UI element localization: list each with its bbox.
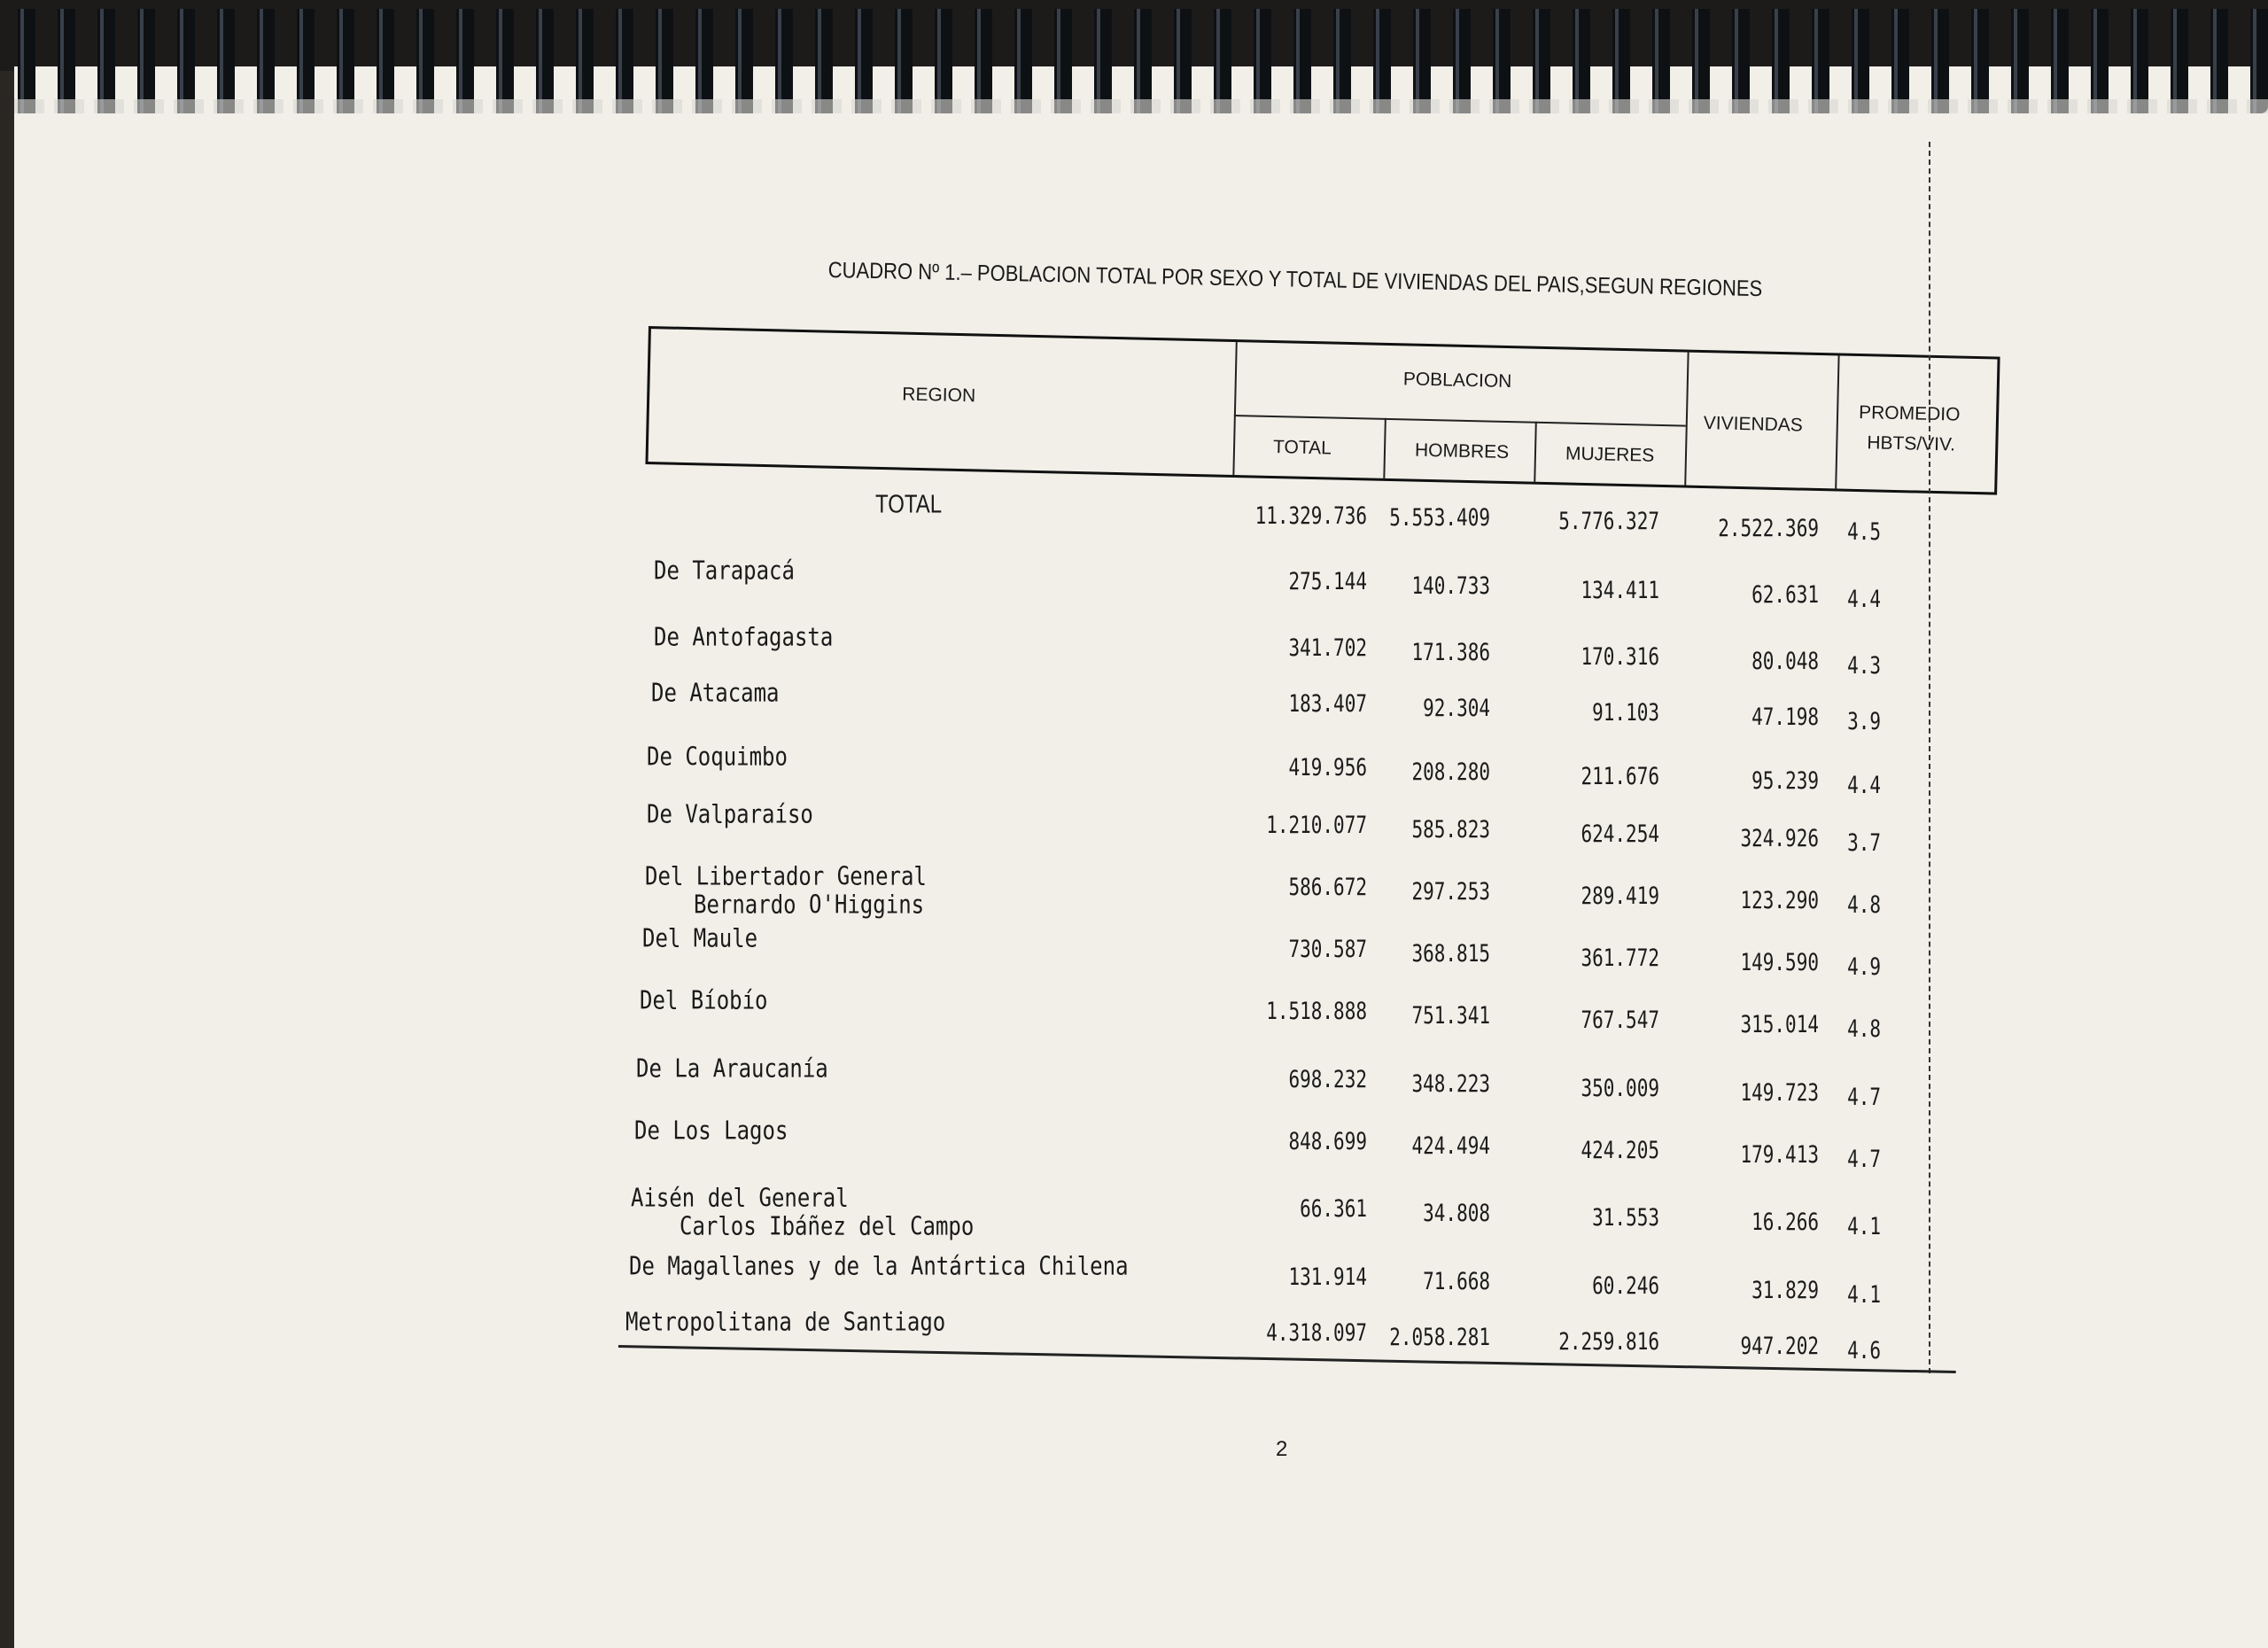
cell-mujeres: 624.254 xyxy=(1581,820,1659,847)
cell-mujeres: 134.411 xyxy=(1581,577,1659,603)
cell-hombres: 140.733 xyxy=(1411,572,1490,599)
cell-hombres: 208.280 xyxy=(1411,758,1490,785)
cell-hombres: 368.815 xyxy=(1411,940,1490,967)
cell-total: 1.210.077 xyxy=(1266,812,1367,838)
header-promedio-unit: HBTS/VIV. xyxy=(1867,432,1956,455)
cell-mujeres: 424.205 xyxy=(1581,1137,1659,1163)
cell-promedio: 4.1 xyxy=(1847,1213,1881,1240)
region-name: De Tarapacá xyxy=(654,556,795,586)
cell-total: 1.518.888 xyxy=(1266,998,1367,1024)
header-hombres: HOMBRES xyxy=(1414,439,1510,463)
header-divider xyxy=(1534,422,1537,482)
cell-total: 183.407 xyxy=(1288,690,1367,717)
cell-promedio: 4.3 xyxy=(1847,652,1881,679)
header-divider xyxy=(1232,342,1237,475)
cell-hombres: 2.058.281 xyxy=(1389,1324,1490,1350)
cell-viviendas: 47.198 xyxy=(1751,704,1819,730)
region-name: De Magallanes y de la Antártica Chilena xyxy=(629,1251,1129,1281)
cell-promedio: 3.9 xyxy=(1847,708,1881,735)
fold-line xyxy=(1929,142,1930,1373)
cell-mujeres: 2.259.816 xyxy=(1558,1328,1659,1355)
cell-total: 275.144 xyxy=(1288,568,1367,595)
cell-hombres: 171.386 xyxy=(1411,639,1490,665)
cell-mujeres: 361.772 xyxy=(1581,944,1659,971)
cell-total: 730.587 xyxy=(1288,936,1367,962)
header-divider xyxy=(1234,415,1686,427)
cell-promedio: 3.7 xyxy=(1847,829,1881,856)
cell-hombres: 424.494 xyxy=(1411,1132,1490,1159)
header-region: REGION xyxy=(902,384,976,407)
cell-promedio: 4.7 xyxy=(1847,1146,1881,1172)
cell-mujeres: 170.316 xyxy=(1581,643,1659,670)
cell-mujeres: 31.553 xyxy=(1592,1204,1659,1231)
cell-mujeres: 289.419 xyxy=(1581,882,1659,909)
header-promedio: PROMEDIO xyxy=(1858,402,1961,425)
binding-holes xyxy=(9,99,2268,113)
header-divider xyxy=(1383,418,1386,478)
cell-viviendas: 324.926 xyxy=(1740,825,1819,851)
header-poblacion: POBLACION xyxy=(1402,369,1512,393)
region-name: Del Libertador General xyxy=(645,861,927,891)
cell-total: 341.702 xyxy=(1288,634,1367,661)
region-name: De Los Lagos xyxy=(634,1116,788,1146)
cell-mujeres: 211.676 xyxy=(1581,763,1659,789)
region-name: Aisén del General xyxy=(631,1183,849,1213)
cell-total: 586.672 xyxy=(1288,874,1367,900)
cell-hombres: 34.808 xyxy=(1423,1200,1490,1226)
cell-viviendas: 95.239 xyxy=(1751,767,1819,794)
cell-mujeres: 350.009 xyxy=(1581,1075,1659,1101)
cell-total: 11.329.736 xyxy=(1254,502,1367,529)
cell-mujeres: 5.776.327 xyxy=(1558,508,1659,534)
page-number: 2 xyxy=(1276,1437,1288,1461)
cell-viviendas: 179.413 xyxy=(1740,1141,1819,1168)
region-name: Metropolitana de Santiago xyxy=(625,1307,946,1337)
region-name: De La Araucanía xyxy=(636,1053,828,1084)
cell-mujeres: 767.547 xyxy=(1581,1007,1659,1033)
region-name: De Coquimbo xyxy=(647,742,788,772)
cell-hombres: 5.553.409 xyxy=(1389,504,1490,531)
cell-hombres: 585.823 xyxy=(1411,816,1490,843)
header-divider xyxy=(1684,353,1689,486)
cell-viviendas: 149.590 xyxy=(1740,949,1819,976)
cell-promedio: 4.7 xyxy=(1847,1084,1881,1110)
cell-promedio: 4.1 xyxy=(1847,1281,1881,1308)
cell-hombres: 348.223 xyxy=(1411,1070,1490,1097)
region-name: De Valparaíso xyxy=(647,799,813,829)
cell-viviendas: 2.522.369 xyxy=(1718,515,1819,541)
cell-promedio: 4.4 xyxy=(1847,772,1881,798)
cell-total: 698.232 xyxy=(1288,1066,1367,1092)
cell-promedio: 4.5 xyxy=(1847,518,1881,545)
header-total: TOTAL xyxy=(1272,437,1332,459)
cell-promedio: 4.8 xyxy=(1847,1015,1881,1042)
cell-hombres: 751.341 xyxy=(1411,1002,1490,1029)
cell-promedio: 4.6 xyxy=(1847,1337,1881,1364)
header-viviendas: VIVIENDAS xyxy=(1703,413,1804,436)
cell-hombres: 71.668 xyxy=(1423,1268,1490,1294)
cell-promedio: 4.8 xyxy=(1847,891,1881,918)
cell-viviendas: 62.631 xyxy=(1751,581,1819,608)
cell-promedio: 4.4 xyxy=(1847,586,1881,612)
cell-viviendas: 149.723 xyxy=(1740,1079,1819,1106)
region-name: De Atacama xyxy=(651,678,780,708)
cell-total: 4.318.097 xyxy=(1266,1319,1367,1346)
cell-total: 131.914 xyxy=(1288,1263,1367,1290)
cell-viviendas: 947.202 xyxy=(1740,1333,1819,1359)
cell-viviendas: 123.290 xyxy=(1740,887,1819,913)
cell-mujeres: 60.246 xyxy=(1592,1272,1659,1299)
region-name-line2: Bernardo O'Higgins xyxy=(694,890,925,920)
cell-promedio: 4.9 xyxy=(1847,953,1881,980)
table-title: CUADRO Nº 1.– POBLACION TOTAL POR SEXO Y TOTAL DE VIVIENDAS DEL PAIS,SEGUN REGIONES xyxy=(827,257,1763,301)
header-divider xyxy=(1835,355,1839,488)
cell-total: 66.361 xyxy=(1300,1195,1367,1222)
region-name: Del Bíobío xyxy=(640,985,768,1015)
region-name: Del Maule xyxy=(642,923,758,953)
cell-viviendas: 31.829 xyxy=(1751,1277,1819,1303)
region-name: De Antofagasta xyxy=(654,622,834,652)
region-name-line2: Carlos Ibáñez del Campo xyxy=(680,1211,975,1241)
spiral-binding-coils xyxy=(9,9,2268,113)
cell-hombres: 92.304 xyxy=(1423,695,1490,721)
cell-viviendas: 16.266 xyxy=(1751,1209,1819,1235)
header-mujeres: MUJERES xyxy=(1565,443,1655,466)
cell-total: 419.956 xyxy=(1288,754,1367,781)
cell-mujeres: 91.103 xyxy=(1592,699,1659,726)
region-name: TOTAL xyxy=(875,490,943,519)
cell-viviendas: 80.048 xyxy=(1751,648,1819,674)
cell-viviendas: 315.014 xyxy=(1740,1011,1819,1038)
cell-hombres: 297.253 xyxy=(1411,878,1490,905)
cell-total: 848.699 xyxy=(1288,1128,1367,1154)
